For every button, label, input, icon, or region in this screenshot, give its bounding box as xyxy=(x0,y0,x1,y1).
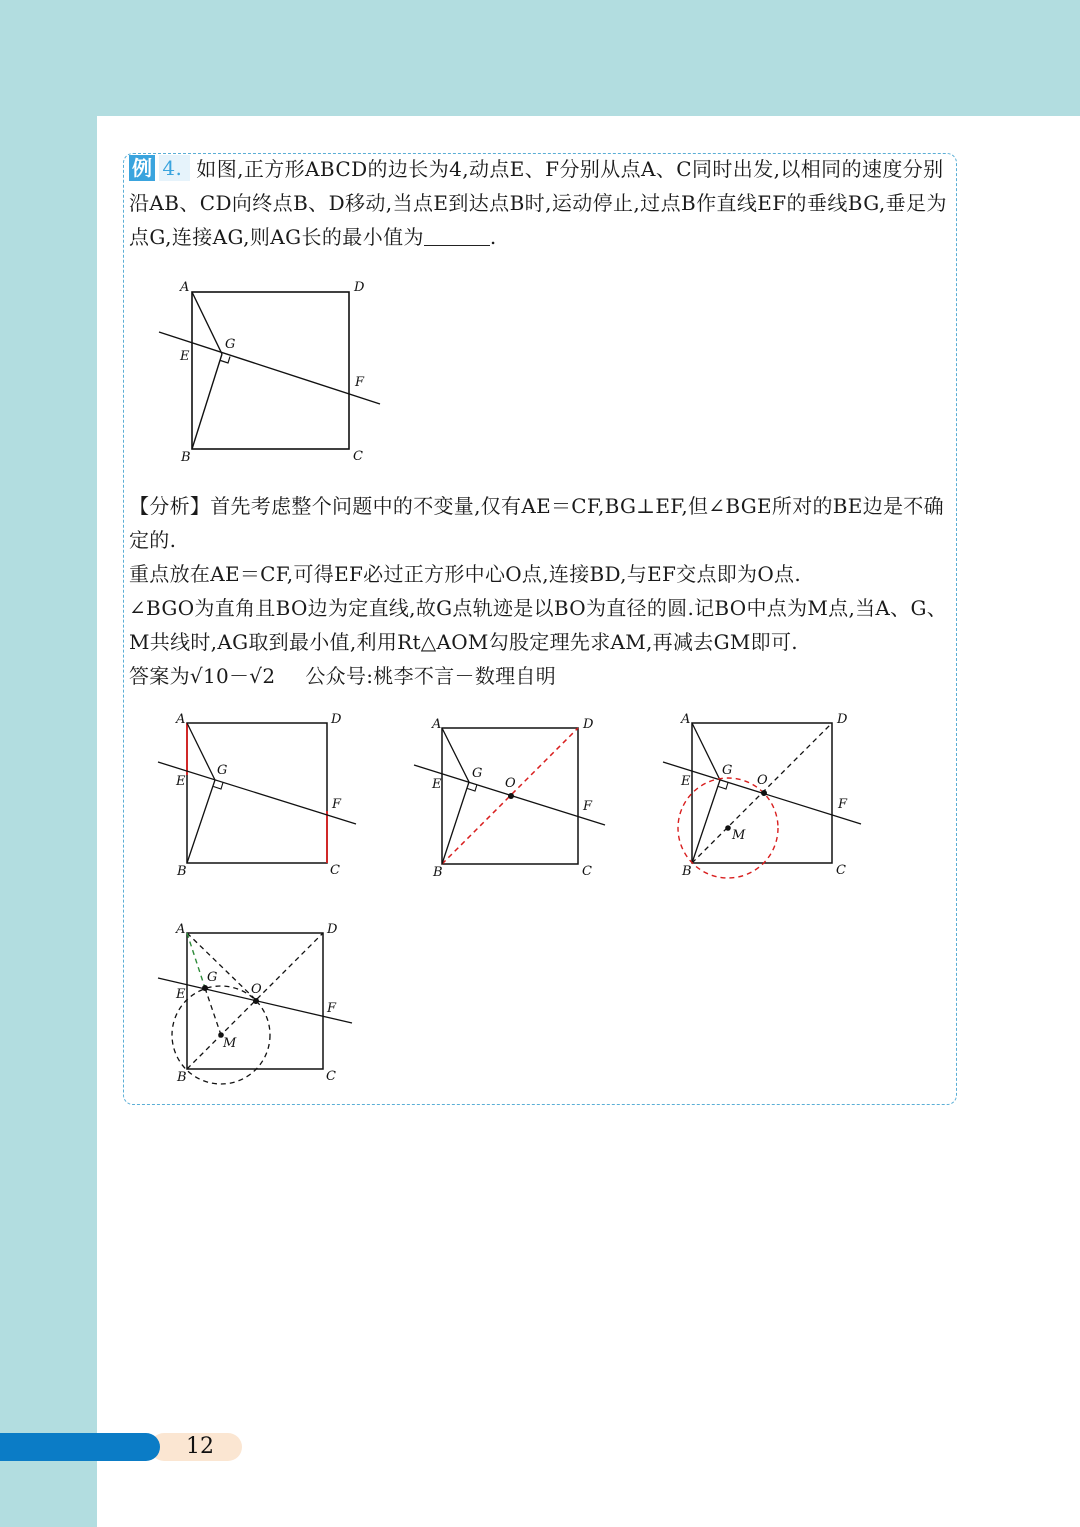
figure-step-4 xyxy=(150,920,370,1095)
label-b: B xyxy=(682,864,692,879)
problem-end: . xyxy=(489,225,497,249)
left-band xyxy=(0,0,97,1527)
segment-bg xyxy=(192,354,222,449)
label-c: C xyxy=(836,863,846,878)
label-b: B xyxy=(181,450,191,465)
label-a: A xyxy=(176,712,186,727)
label-e: E xyxy=(681,774,691,789)
label-e: E xyxy=(176,774,186,789)
page-bar xyxy=(0,1433,160,1461)
answer-line xyxy=(129,659,955,693)
label-o: O xyxy=(757,773,768,788)
label-f: F xyxy=(355,375,365,390)
problem-statement xyxy=(129,152,955,254)
label-c: C xyxy=(582,864,592,879)
label-a: A xyxy=(681,712,691,727)
answer-blank xyxy=(424,223,490,246)
square-abcd xyxy=(192,292,349,449)
figure-step-1 xyxy=(150,710,370,885)
right-angle-mark xyxy=(221,357,231,364)
label-d: D xyxy=(837,712,848,727)
figure-step-3 xyxy=(655,710,875,885)
label-m: M xyxy=(223,1036,237,1051)
label-b: B xyxy=(433,865,443,880)
label-m: M xyxy=(732,828,746,843)
analysis-line-1: 【分析】首先考虑整个问题中的不变量,仅有AE＝CF,BG⊥EF,但∠BGE所对的BE边是不确定的. xyxy=(129,494,944,552)
label-g: G xyxy=(217,763,228,778)
label-c: C xyxy=(330,863,340,878)
label-g: G xyxy=(472,766,483,781)
label-f: F xyxy=(838,797,848,812)
example-badge: 例 xyxy=(129,155,155,181)
label-a: A xyxy=(176,922,186,937)
label-b: B xyxy=(177,864,187,879)
label-e: E xyxy=(432,777,442,792)
label-f: F xyxy=(583,799,593,814)
label-f: F xyxy=(327,1001,337,1016)
label-f: F xyxy=(332,797,342,812)
example-number: 4. xyxy=(159,155,190,181)
wechat-note: 公众号:桃李不言－数理自明 xyxy=(305,664,557,688)
problem-text: 如图,正方形ABCD的边长为4,动点E、F分别从点A、C同时出发,以相同的速度分别沿AB、CD向终点B、D移动,当点E到达点B时,运动停止,过点B作直线EF的垂线BG,垂足为点G,连接AG,则AG长的最小值为 xyxy=(129,157,947,249)
label-c: C xyxy=(326,1069,336,1084)
label-g: G xyxy=(207,970,218,985)
analysis-line-3: ∠BGO为直角且BO边为定直线,故G点轨迹是以BO为直径的圆.记BO中点为M点,当A、G、M共线时,AG取到最小值,利用Rt△AOM勾股定理先求AM,再减去GM即可. xyxy=(129,596,948,654)
answer-prefix: 答案为 xyxy=(129,664,190,688)
label-e: E xyxy=(176,987,186,1002)
label-a: A xyxy=(180,280,190,295)
analysis-block xyxy=(129,489,955,693)
label-d: D xyxy=(583,717,594,732)
top-band xyxy=(0,0,1080,116)
label-d: D xyxy=(331,712,342,727)
label-g: G xyxy=(225,337,236,352)
label-d: D xyxy=(354,280,365,295)
label-c: C xyxy=(353,449,363,464)
label-e: E xyxy=(180,349,190,364)
figure-step-2 xyxy=(405,715,625,890)
label-o: O xyxy=(505,776,516,791)
main-figure xyxy=(150,275,400,475)
answer-value: √10－√2 xyxy=(189,664,276,688)
analysis-line-2: 重点放在AE＝CF,可得EF必过正方形中心O点,连接BD,与EF交点即为O点. xyxy=(129,562,802,586)
page-number: 12 xyxy=(186,1434,214,1459)
label-d: D xyxy=(327,922,338,937)
label-o: O xyxy=(251,982,262,997)
label-b: B xyxy=(177,1070,187,1085)
label-g: G xyxy=(722,763,733,778)
label-a: A xyxy=(432,717,442,732)
